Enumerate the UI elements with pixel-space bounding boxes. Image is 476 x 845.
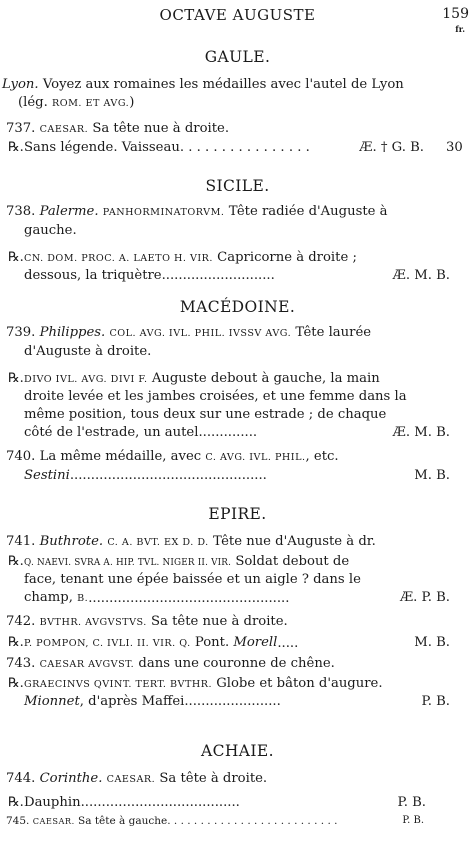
metal-module: Æ. P. B. [399, 590, 450, 605]
reverse-text: Globe et bâton d'augure. [216, 676, 383, 691]
section-title-epire: EPIRE. [208, 505, 267, 523]
place-name: Buthrote. [39, 534, 104, 549]
entry-745: 745. CAESAR. Sa tête à gauche. . . . . . . . . . . . . . . . . . . . . . . . . . P. B. [6, 812, 424, 830]
reverse-741-line2: face, tenant une épée baissée et un aigle ? dans le [24, 572, 361, 587]
reverse-text: Auguste debout à gauche, la main [151, 371, 380, 386]
reverse-739 [8, 370, 466, 389]
reverse-symbol: ℞. [8, 140, 24, 155]
section-title-gaule: GAULE. [204, 48, 271, 66]
page-sub-mark: fr. [455, 24, 465, 34]
place-name: Lyon. [2, 77, 39, 92]
entry-number: 741. [6, 534, 36, 549]
entry-text: Tête laurée [295, 325, 372, 340]
coin-legend: P. POMPON, C. IVLI. II. VIR. Q. [24, 638, 191, 649]
reverse-738 [8, 249, 466, 268]
reverse-744: ℞. Dauphin...................................... P. B. [8, 795, 426, 810]
entry-743 [6, 655, 464, 674]
reverse-text: Soldat debout de [235, 554, 350, 569]
entry-number: 744. [6, 771, 36, 786]
entry-text: Tête nue d'Auguste à dr. [212, 534, 376, 549]
section-title-achaie: ACHAIE. [201, 742, 274, 760]
coin-legend: CAESAR. [39, 124, 89, 135]
entry-738-line2: gauche. [24, 223, 77, 238]
metal-module: P. B. [397, 795, 426, 810]
coin-legend: PANHORMINATORVM. [102, 207, 225, 218]
reverse-symbol: ℞. [8, 250, 24, 265]
coin-legend: CAESAR. [106, 774, 156, 785]
entry-number: 738. [6, 204, 36, 219]
lyon-entry [2, 76, 460, 94]
reverse-738-line2: dessous, la triquètre........................... Æ. M. B. [24, 268, 450, 283]
coin-legend: CAESAR AVGVST. [39, 659, 135, 670]
entry-text: dans une couronne de chêne. [138, 656, 335, 671]
source-author: Sestini [24, 468, 70, 483]
entry-text: Tête radiée d'Auguste à [228, 204, 388, 219]
entry-text: Sa tête nue à droite. [151, 614, 288, 629]
metal-module: M. B. [414, 468, 450, 483]
reverse-symbol: ℞. [8, 554, 24, 569]
entry-number: 740. [6, 449, 36, 464]
source-author: Morell [233, 635, 278, 650]
entry-740-line2: Sestini............................................... M. B. [24, 468, 450, 483]
coin-legend: B. [77, 593, 89, 604]
entry-number: 737. [6, 121, 36, 136]
reverse-739-line2: droite levée et les jambes croisées, et une femme dans la [24, 389, 407, 404]
reverse-text: dessous, la triquètre [24, 268, 162, 283]
entry-742 [6, 613, 464, 632]
page-number: 159 [442, 6, 469, 22]
coin-legend: ROM. ET AVG. [52, 98, 130, 109]
reverse-text: Capricorne à droite ; [217, 250, 357, 265]
reverse-text: côté de l'estrade, un autel [24, 425, 199, 440]
entry-number: 745. [6, 815, 30, 827]
reverse-symbol: ℞. [8, 676, 24, 691]
reverse-text: Sans légende. Vaisseau [24, 140, 180, 155]
entry-text: Voyez aux romaines les médailles avec l'autel de Lyon [42, 77, 404, 92]
reverse-743 [8, 675, 466, 694]
coin-legend: C. AVG. IVL. PHIL. [205, 452, 306, 463]
coin-legend: C. A. BVT. EX D. D. [107, 537, 209, 548]
entry-737 [6, 120, 464, 139]
running-header [0, 4, 475, 34]
reverse-739-line3: même position, tous deux sur une estrade ; de chaque [24, 407, 387, 422]
reverse-text: Dauphin [24, 795, 81, 810]
entry-740: 740. La même médaille, avec C. AVG. IVL. PHIL., etc. [6, 449, 339, 464]
entry-text: Sa tête nue à droite. [92, 121, 230, 136]
reverse-symbol: ℞. [8, 371, 24, 386]
lyon-entry-line2: (lég. ROM. ET AVG.) [18, 95, 135, 110]
metal-module: P. B. [421, 694, 450, 709]
metal-module: Æ. † G. B. [359, 140, 424, 155]
reverse-text: champ, [24, 590, 73, 605]
reverse-symbol: ℞. [8, 635, 24, 650]
section-title-macedoine: MACÉDOINE. [179, 298, 296, 316]
coin-legend: CN. DOM. PROC. A. LAETO H. VIR. [24, 253, 213, 264]
reverse-741-line3: champ, B................................................. Æ. P. B. [24, 590, 450, 606]
price: 30 [446, 140, 463, 155]
entry-741 [6, 533, 464, 552]
reverse-text: Pont. [194, 635, 230, 650]
coin-legend: CAESAR. [32, 816, 75, 826]
source-author: Mionnet [24, 694, 80, 709]
entry-text: La même médaille, avec [39, 449, 202, 464]
reverse-743-line2: Mionnet, d'après Maffei....................... P. B. [24, 694, 450, 709]
running-title: OCTAVE AUGUSTE [159, 6, 316, 24]
reverse-739-line4: côté de l'estrade, un autel.............. Æ. M. B. [24, 425, 450, 440]
entry-number: 739. [6, 325, 36, 340]
entry-739 [6, 324, 464, 343]
entry-739-line2: d'Auguste à droite. [24, 344, 152, 359]
coin-legend: BVTHR. AVGVSTVS. [39, 617, 147, 628]
entry-text: Sa tête à gauche [78, 815, 168, 827]
place-name: Corinthe. [39, 771, 103, 786]
coin-legend: GRAECINVS QVINT. TERT. BVTHR. [24, 679, 213, 690]
metal-module: P. B. [402, 815, 424, 826]
metal-module: M. B. [414, 635, 450, 650]
reverse-symbol: ℞. [8, 795, 24, 810]
coin-legend: DIVO IVL. AVG. DIVI F. [24, 374, 148, 385]
entry-744 [6, 770, 464, 789]
entry-text: Sa tête à droite. [159, 771, 268, 786]
coin-legend: Q. NAEVI. SVRA A. HIP. TVL. NIGER II. VIR. [24, 558, 232, 568]
section-title-sicile: SICILE. [205, 177, 270, 195]
entry-number: 742. [6, 614, 36, 629]
entry-738 [6, 203, 464, 222]
reverse-741 [8, 553, 466, 572]
reverse-737: ℞. Sans légende. Vaisseau. . . . . . . . . . . . . . . . Æ. † G. B. [8, 140, 424, 155]
coin-legend: COL. AVG. IVL. PHIL. IVSSV AVG. [109, 328, 292, 339]
reverse-742: ℞. P. POMPON, C. IVLI. II. VIR. Q. Pont. Morell..... M. B. [8, 635, 450, 651]
metal-module: Æ. M. B. [392, 425, 450, 440]
place-name: Palerme. [39, 204, 99, 219]
entry-number: 743. [6, 656, 36, 671]
metal-module: Æ. M. B. [392, 268, 450, 283]
place-name: Philippes. [39, 325, 106, 340]
